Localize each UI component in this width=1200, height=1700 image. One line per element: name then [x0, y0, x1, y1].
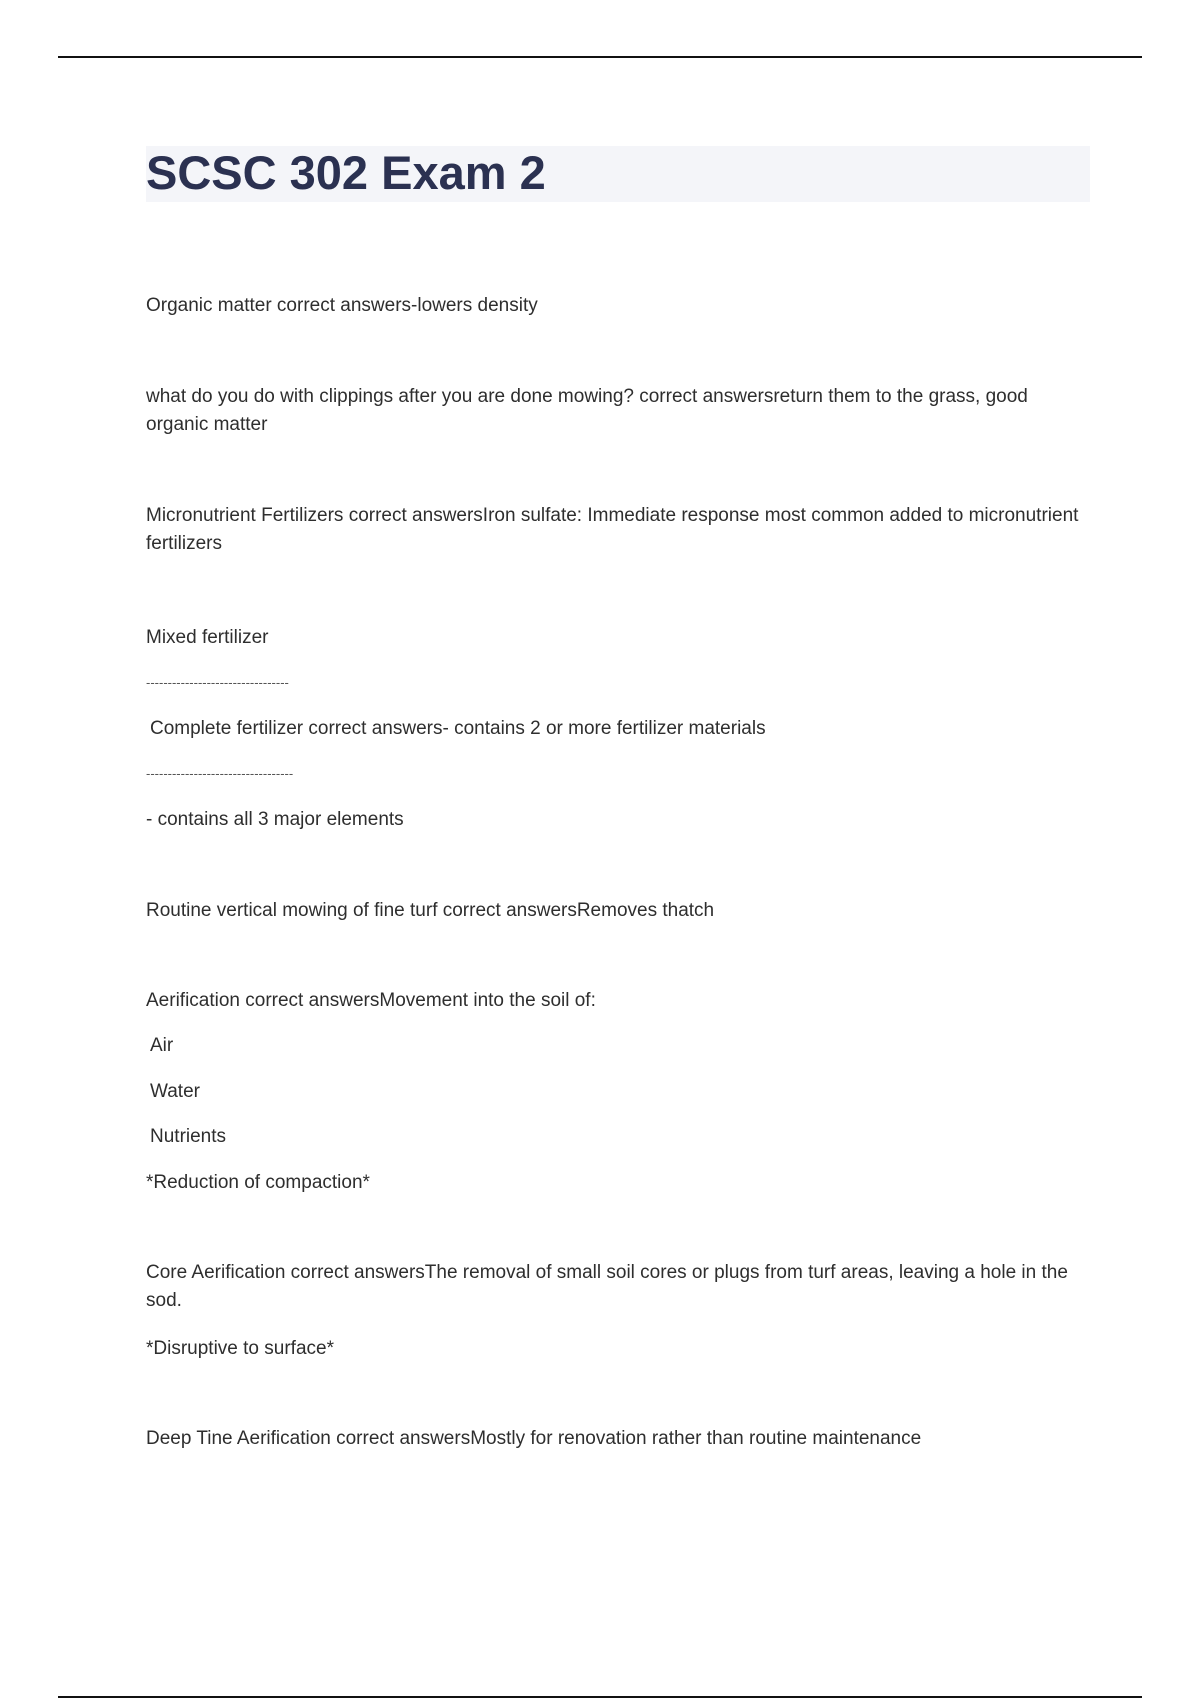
qa-micronutrient-fertilizers: Micronutrient Fertilizers correct answersIron sulfate: Immediate response most common added to micronutrient fertilizers	[146, 505, 1079, 554]
footer-rule	[58, 1696, 1142, 1698]
list-item-air: Air	[150, 1035, 174, 1056]
list-item-nutrients: Nutrients	[150, 1126, 227, 1147]
qa-mixed-fertilizer: Mixed fertilizer	[146, 627, 269, 648]
note-reduction-of-compaction: *Reduction of compaction*	[146, 1172, 370, 1193]
qa-major-elements: - contains all 3 major elements	[146, 809, 404, 830]
document-title: SCSC 302 Exam 2	[146, 146, 546, 199]
qa-organic-matter: Organic matter correct answers-lowers density	[146, 295, 538, 316]
qa-deep-tine-aerification: Deep Tine Aerification correct answersMostly for renovation rather than routine maintenance	[146, 1428, 922, 1449]
qa-complete-fertilizer: Complete fertilizer correct answers- contains 2 or more fertilizer materials	[150, 718, 766, 739]
header-rule	[58, 56, 1142, 58]
note-disruptive-to-surface: *Disruptive to surface*	[146, 1338, 334, 1359]
qa-vertical-mowing: Routine vertical mowing of fine turf correct answersRemoves thatch	[146, 900, 715, 921]
separator-dashes: ----------------------------------	[146, 766, 294, 781]
list-item-water: Water	[150, 1081, 200, 1102]
qa-aerification: Aerification correct answersMovement into the soil of:	[146, 990, 596, 1011]
qa-clippings: what do you do with clippings after you are done mowing? correct answersreturn them to the grass, good organic matter	[146, 386, 1028, 435]
qa-core-aerification: Core Aerification correct answersThe removal of small soil cores or plugs from turf areas, leaving a hole in the sod.	[146, 1262, 1068, 1311]
separator-dashes: ---------------------------------	[146, 675, 289, 690]
